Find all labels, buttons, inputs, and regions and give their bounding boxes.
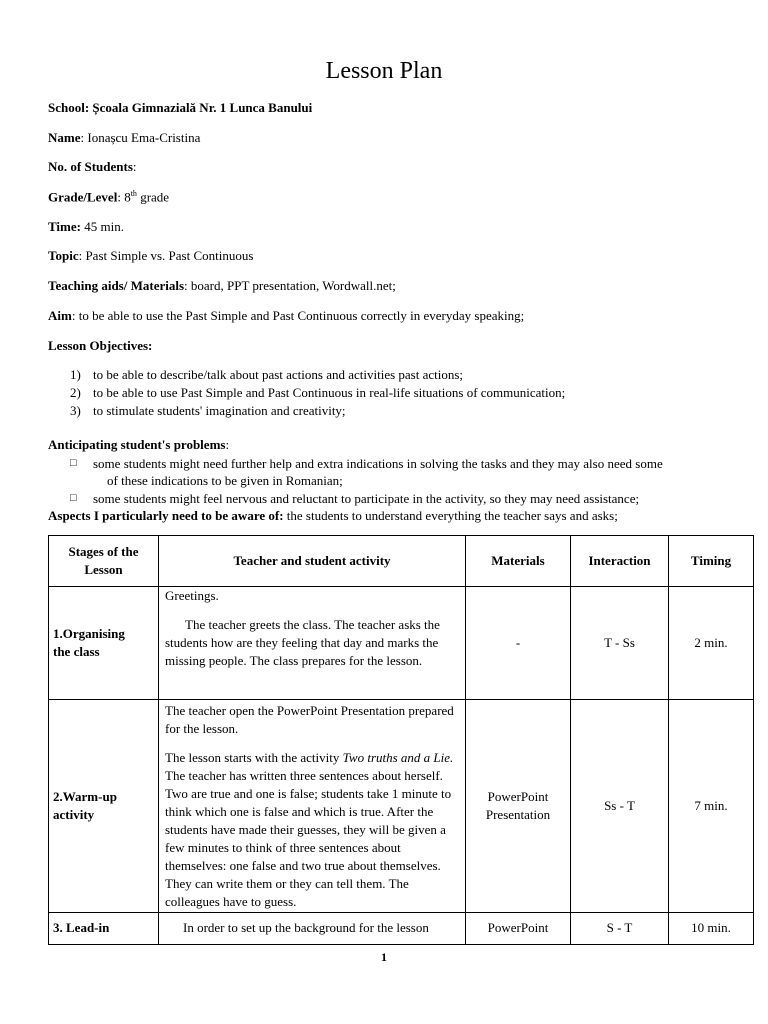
students-label: No. of Students <box>48 159 133 174</box>
aspects-field <box>48 508 618 524</box>
aim-field <box>48 308 524 324</box>
topic-value: : Past Simple vs. Past Continuous <box>78 248 254 263</box>
time-value: 45 min. <box>80 219 124 234</box>
header-stage <box>49 536 159 587</box>
objective-text: to be able to use Past Simple and Past Continuous in real-life situations of communication; <box>93 385 566 400</box>
objective-text: to be able to describe/talk about past actions and activities past actions; <box>93 367 464 382</box>
interaction-cell: S - T <box>571 913 669 945</box>
stage-cell: 3. Lead-in <box>49 913 159 945</box>
activity-cell: In order to set up the background for the lesson <box>159 913 466 945</box>
objectives-heading: Lesson Objectives: <box>48 338 153 353</box>
activity-paragraph: The teacher greets the class. The teacher asks the students how are they feeling that day and marks the missing people. The class prepares for the lesson. <box>165 617 440 668</box>
materials-cell <box>466 700 571 913</box>
activity-paragraph: Greetings. <box>165 588 219 603</box>
timing-cell: 10 min. <box>669 913 754 945</box>
materials-line1: PowerPoint <box>487 789 549 804</box>
stage-cell <box>49 587 159 700</box>
page-number: 1 <box>381 950 387 964</box>
grade-value: : 8 <box>117 189 131 205</box>
interaction-cell: Ss - T <box>571 700 669 913</box>
aspects-value: the students to understand everything the teacher says and asks; <box>283 508 618 523</box>
stage-line2: activity <box>53 807 95 822</box>
timing-cell: 2 min. <box>669 587 754 700</box>
topic-field <box>48 248 253 264</box>
timing-cell: 7 min. <box>669 700 754 913</box>
students-value: : <box>132 159 137 174</box>
interaction-cell: T - Ss <box>571 587 669 700</box>
stage-line2: the class <box>53 644 100 659</box>
header-stage-line1: Stages of the <box>68 544 139 559</box>
aids-value: : board, PPT presentation, Wordwall.net; <box>184 278 396 293</box>
grade-label: Grade/Level <box>48 189 118 205</box>
aim-label: Aim <box>48 308 72 323</box>
stage-line1: 1.Organising <box>53 626 125 641</box>
materials-cell: PowerPoint <box>466 913 571 945</box>
name-value: : Ionașcu Ema-Cristina <box>80 130 201 145</box>
problem-text-continued: of these indications to be given in Romanian; <box>107 473 343 488</box>
activity-text: The teacher has written three sentences about herself. Two are true and one is false; students take 1 minute to think which one is false and which is true. After the students have made their guesses, they will be given a few minutes to think of three sentences about themselves: one false and two true about themselves. They can write them or they can tell them. The colleagues have to guess. <box>165 750 460 909</box>
time-label: Time: <box>48 219 81 234</box>
school-value: Școala Gimnazială Nr. 1 Lunca Banului <box>92 100 313 115</box>
stage-cell <box>49 700 159 913</box>
activity-name: Two truths and a Lie. <box>342 750 454 765</box>
problem-text: some students might feel nervous and reluctant to participate in the activity, so they may need assistance; <box>93 491 640 506</box>
header-materials: Materials <box>466 536 571 587</box>
objective-number: 1) <box>70 367 81 382</box>
name-label: Name <box>48 130 81 145</box>
aids-field <box>48 278 396 294</box>
problems-colon: : <box>225 437 230 452</box>
aspects-label: Aspects I particularly need to be aware of: <box>48 508 284 523</box>
lesson-stages-table <box>48 535 754 945</box>
materials-line2: Presentation <box>485 807 551 822</box>
header-activity: Teacher and student activity <box>159 536 466 587</box>
problem-text: some students might need further help and extra indications in solving the tasks and they may also need some <box>93 456 663 471</box>
square-bullet-icon: □ <box>70 457 77 469</box>
school-label: School: <box>48 100 93 115</box>
problems-heading: Anticipating student's problems <box>48 437 226 452</box>
aids-label: Teaching aids/ Materials <box>48 278 185 293</box>
objective-number: 2) <box>70 385 81 400</box>
name-field <box>48 130 200 146</box>
objective-text: to stimulate students' imagination and creativity; <box>93 403 346 418</box>
table-row <box>49 913 754 945</box>
header-stage-line2: Lesson <box>84 562 123 577</box>
grade-field <box>48 189 169 205</box>
activity-paragraph: The teacher open the PowerPoint Presentation prepared for the lesson. <box>165 703 454 736</box>
activity-text: The lesson starts with the activity <box>165 750 343 765</box>
activity-paragraph <box>165 749 459 911</box>
problems-field <box>48 437 229 453</box>
page-title: Lesson Plan <box>325 58 443 84</box>
table-row <box>49 700 754 913</box>
topic-label: Topic <box>48 248 79 263</box>
grade-suffix: grade <box>136 189 170 205</box>
table-row <box>49 587 754 700</box>
school-field <box>48 100 312 116</box>
materials-cell: - <box>466 587 571 700</box>
stage-line1: 2.Warm-up <box>53 789 117 804</box>
aim-value: : to be able to use the Past Simple and Past Continuous correctly in everyday speaking; <box>71 308 525 323</box>
time-field <box>48 219 124 235</box>
header-timing: Timing <box>669 536 754 587</box>
objective-number: 3) <box>70 403 81 418</box>
table-header-row <box>49 536 754 587</box>
header-interaction: Interaction <box>571 536 669 587</box>
students-field <box>48 159 137 175</box>
activity-cell <box>159 700 466 913</box>
grade-sup: th <box>130 189 137 198</box>
square-bullet-icon: □ <box>70 492 77 504</box>
activity-cell <box>159 587 466 700</box>
